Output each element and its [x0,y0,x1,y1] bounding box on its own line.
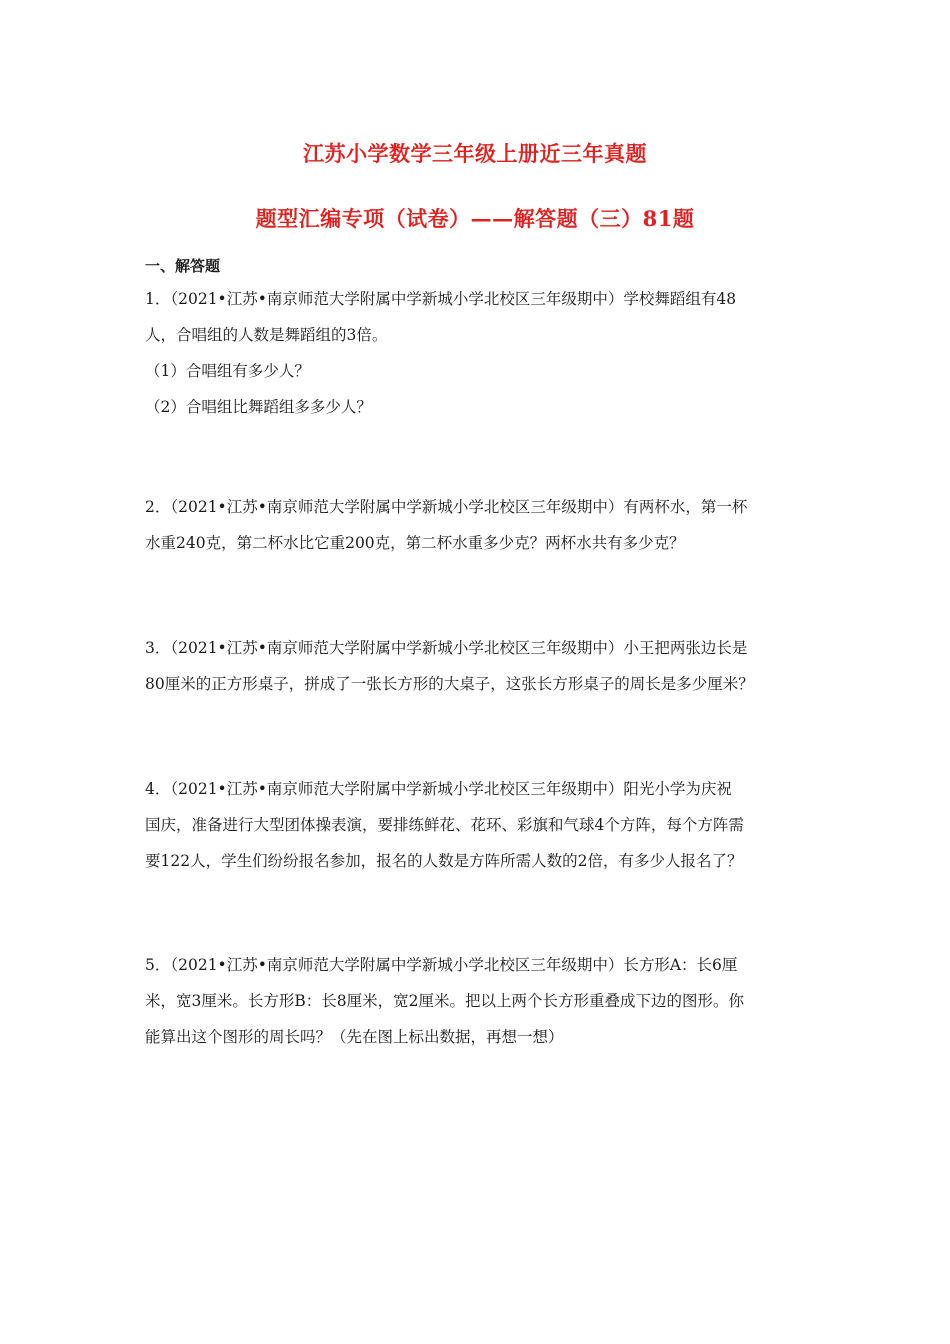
question-line: 米，宽3厘米。长方形B：长8厘米，宽2厘米。把以上两个长方形重叠成下边的图形。你 [145,992,744,1010]
question-line: 5．（2021•江苏•南京师范大学附属中学新城小学北校区三年级期中）长方形A：长6厘 [145,956,738,974]
question-4 [145,771,810,879]
question-1 [145,281,810,425]
question-line: 要122人，学生们纷纷报名参加，报名的人数是方阵所需人数的2倍，有多少人报名了？ [145,852,743,870]
question-5 [145,947,810,1055]
question-line: 国庆，准备进行大型团体操表演，要排练鲜花、花环、彩旗和气球4个方阵，每个方阵需 [145,816,744,834]
section-heading: 一、解答题 [145,257,221,275]
question-line: 4．（2021•江苏•南京师范大学附属中学新城小学北校区三年级期中）阳光小学为庆祝 [145,780,732,798]
question-line: 3．（2021•江苏•南京师范大学附属中学新城小学北校区三年级期中）小王把两张边长是 [145,639,748,657]
document-title: 江苏小学数学三年级上册近三年真题 [303,141,647,166]
question-2 [145,489,810,561]
question-line: （2）合唱组比舞蹈组多多少人？ [145,398,372,416]
question-3 [145,630,810,702]
document-subtitle: 题型汇编专项（试卷）——解答题（三）81题 [255,206,695,231]
question-line: 80厘米的正方形桌子，拼成了一张长方形的大桌子，这张长方形桌子的周长是多少厘米？ [145,675,754,693]
question-line: 1．（2021•江苏•南京师范大学附属中学新城小学北校区三年级期中）学校舞蹈组有48 [145,290,737,308]
question-line: 水重240克，第二杯水比它重200克，第二杯水重多少克？两杯水共有多少克？ [145,534,685,552]
question-line: （1）合唱组有多少人？ [145,362,310,380]
question-line: 2．（2021•江苏•南京师范大学附属中学新城小学北校区三年级期中）有两杯水，第一杯 [145,498,748,516]
question-line: 能算出这个图形的周长吗？（先在图上标出数据，再想一想） [145,1028,564,1046]
question-line: 人，合唱组的人数是舞蹈组的3倍。 [145,326,388,344]
